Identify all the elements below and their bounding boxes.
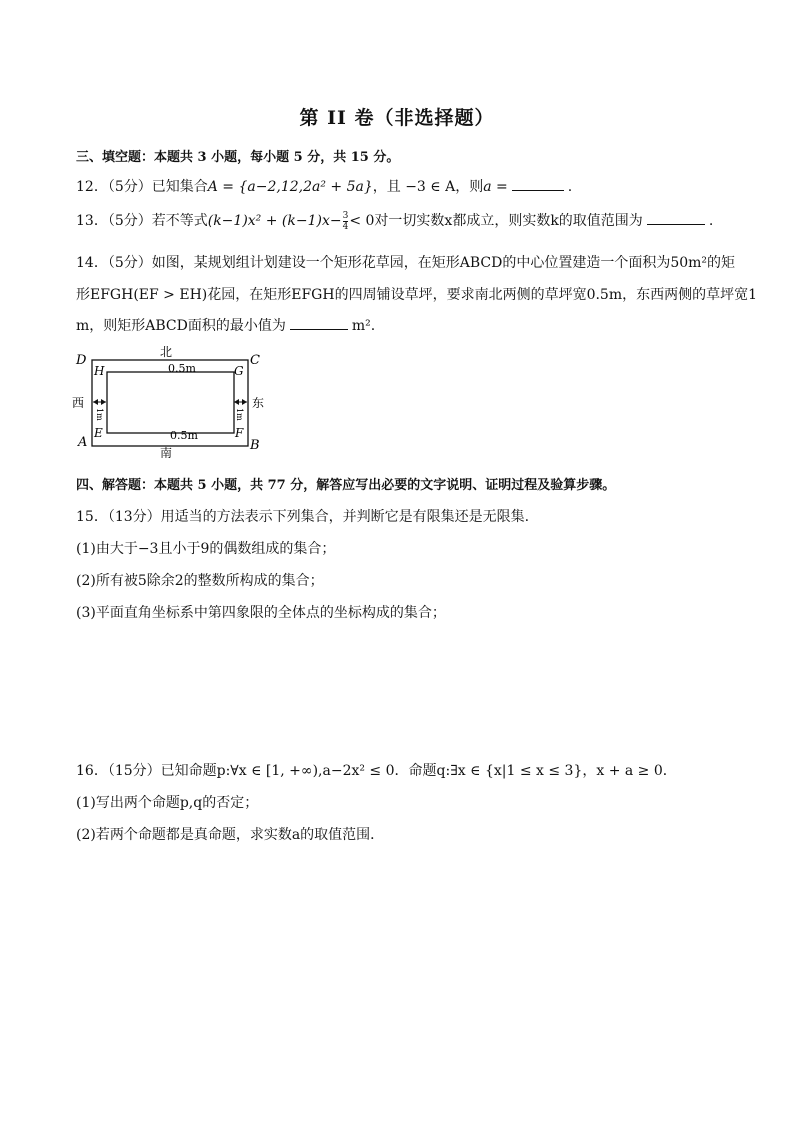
q13-fraction-numerator: 3 xyxy=(342,210,349,221)
label-e: E xyxy=(94,426,103,440)
q12-set: A = {a−2,12,2a² + 5a} xyxy=(207,179,373,195)
q13-answer-blank[interactable] xyxy=(647,214,705,225)
question-16-part-2: (2)若两个命题都是真命题，求实数a的取值范围． xyxy=(76,827,385,843)
q13-fraction xyxy=(343,211,349,232)
q13-condition: 对一切实数x都成立，则实数k的取值范围为 xyxy=(374,213,643,229)
west-arrowhead-right xyxy=(101,399,106,405)
question-15-stem: 15．（13分）用适当的方法表示下列集合，并判断它是有限集还是无限集. xyxy=(76,509,530,525)
q13-fraction-denominator: 4 xyxy=(342,221,349,232)
q13-number: 13．（5分）若不等式 xyxy=(76,213,208,229)
west-arrowhead-left xyxy=(93,399,98,405)
question-12 xyxy=(76,176,572,196)
label-south-width: 0.5m xyxy=(170,429,198,442)
question-13 xyxy=(76,210,713,232)
label-f: F xyxy=(235,426,244,440)
q13-expression: (k−1)x² + (k−1)x− xyxy=(207,213,342,229)
east-arrowhead-right xyxy=(242,399,247,405)
q14-unit: m². xyxy=(351,318,376,334)
question-16-part-1: (1)写出两个命题p,q的否定； xyxy=(76,795,259,811)
section-answer-heading: 四、解答题：本题共 5 小题，共 77 分，解答应写出必要的文字说明、证明过程及验算步骤。 xyxy=(76,478,616,493)
label-west: 西 xyxy=(72,396,85,410)
q14-answer-blank[interactable] xyxy=(290,319,348,330)
q12-variable: a = xyxy=(483,179,508,195)
q12-condition: ，且 −3 ∈ A，则 xyxy=(372,179,484,195)
q13-period: . xyxy=(708,213,714,229)
q13-inequality: < 0 xyxy=(349,213,375,229)
label-c: C xyxy=(250,353,260,368)
q12-period: . xyxy=(567,179,573,195)
section-fill-in-heading: 三、填空题：本题共 3 小题，每小题 5 分，共 15 分。 xyxy=(76,150,400,165)
label-east-width: 1m xyxy=(235,408,244,421)
question-15-part-2: (2)所有被5除余2的整数所构成的集合； xyxy=(76,573,324,589)
inner-rectangle-efgh xyxy=(107,372,234,433)
label-south: 南 xyxy=(160,446,173,460)
question-15-part-1: (1)由大于−3且小于9的偶数组成的集合； xyxy=(76,541,336,557)
q14-line3-text: m，则矩形ABCD面积的最小值为 xyxy=(76,318,286,334)
label-d: D xyxy=(76,353,87,368)
label-north: 北 xyxy=(160,345,173,359)
east-arrowhead-left xyxy=(234,399,239,405)
label-north-width: 0.5m xyxy=(168,362,196,375)
label-east: 东 xyxy=(252,396,265,410)
label-b: B xyxy=(250,438,260,453)
label-h: H xyxy=(94,364,105,378)
label-west-width: 1m xyxy=(95,408,104,421)
label-a: A xyxy=(78,435,88,450)
question-14-line-3 xyxy=(76,315,375,335)
question-14-line-1: 14．（5分）如图，某规划组计划建设一个矩形花草园，在矩形ABCD的中心位置建造一个面积为50m²的矩 xyxy=(76,255,736,271)
garden-figure xyxy=(72,342,272,462)
q12-answer-blank[interactable] xyxy=(512,180,564,191)
q12-number: 12．（5分）已知集合 xyxy=(76,179,208,195)
label-g: G xyxy=(234,364,244,378)
question-14-line-2: 形EFGH(EF > EH)花园，在矩形EFGH的四周铺设草坪，要求南北两侧的草坪宽0.5m，东西两侧的草坪宽1 xyxy=(76,287,758,303)
page-title: 第 II 卷（非选择题） xyxy=(299,107,495,129)
question-16-stem: 16．（15分）已知命题p:∀x ∈ [1, +∞),a−2x² ≤ 0．命题q:∃x ∈ {x|1 ≤ x ≤ 3}，x + a ≥ 0． xyxy=(76,763,677,779)
question-15-part-3: (3)平面直角坐标系中第四象限的全体点的坐标构成的集合； xyxy=(76,605,446,621)
